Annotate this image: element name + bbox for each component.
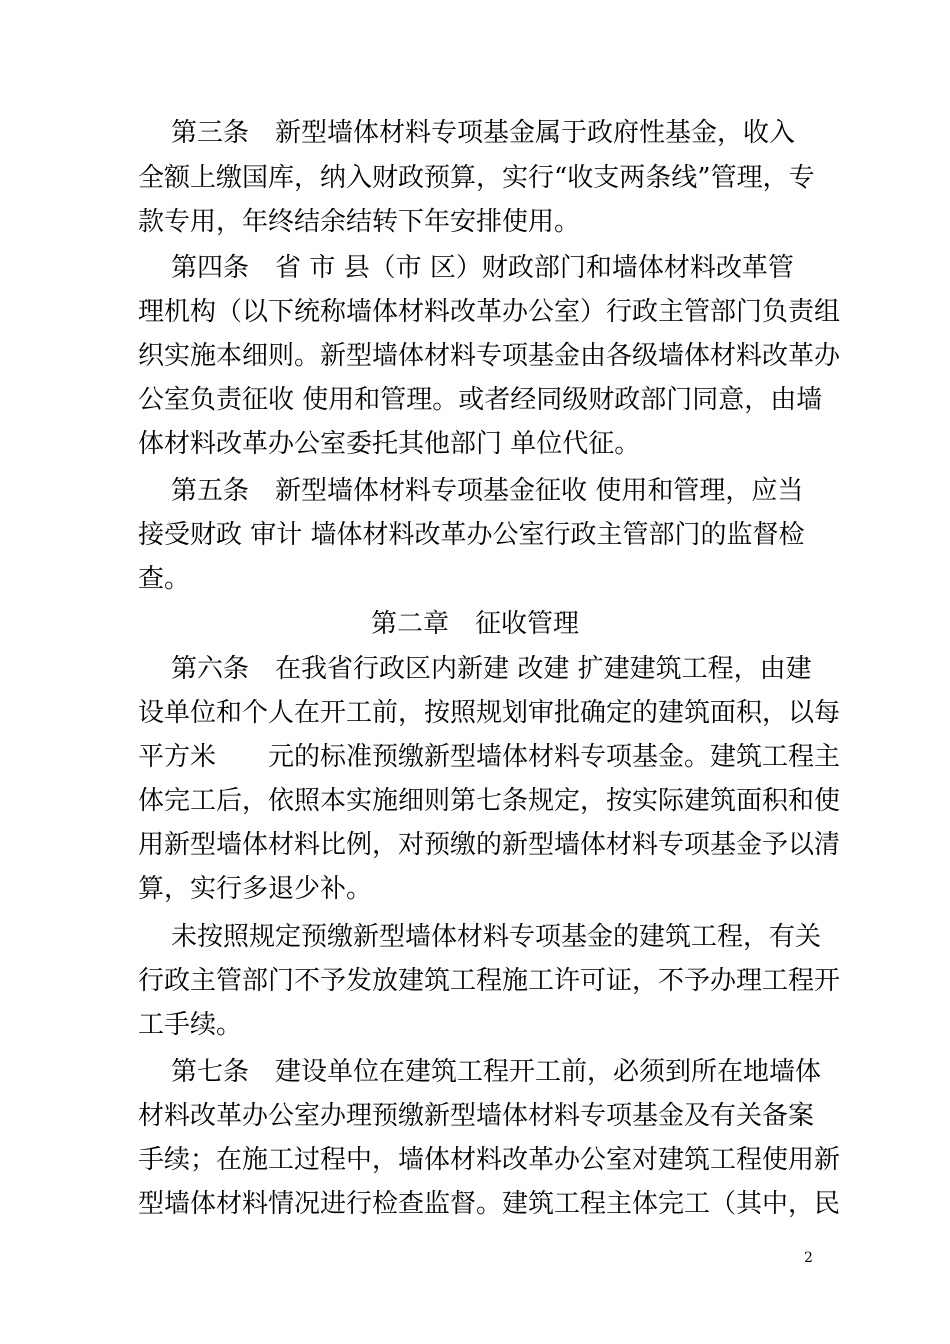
article-7-line-1: 第七条 建设单位在建筑工程开工前，必须到所在地墙体: [138, 1057, 822, 1087]
article-3-line-2: 全额上缴国库，纳入财政预算，实行“收支两条线”管理，专: [138, 163, 815, 193]
article-6-line-2: 设单位和个人在开工前，按照规划审批确定的建筑面积，以每: [138, 698, 841, 728]
article-5-line-2: 接受财政 审计 墙体材料改革办公室行政主管部门的监督检: [138, 520, 805, 550]
article-3-line-1: 第三条 新型墙体材料专项基金属于政府性基金，收入: [138, 118, 796, 148]
article-6-para-2-line-1: 未按照规定预缴新型墙体材料专项基金的建筑工程，有关: [138, 922, 822, 952]
article-5-line-1: 第五条 新型墙体材料专项基金征收 使用和管理，应当: [138, 476, 804, 506]
article-7-line-4: 型墙体材料情况进行检查监督。建筑工程主体完工（其中，民: [138, 1189, 841, 1219]
chapter-2-heading: 第二章 征收管理: [370, 609, 579, 639]
article-6-line-4: 体完工后，依照本实施细则第七条规定，按实际建筑面积和使: [138, 786, 841, 816]
article-6-line-5: 用新型墙体材料比例，对预缴的新型墙体材料专项基金予以清: [138, 830, 841, 860]
article-6-para-2-line-2: 行政主管部门不予发放建筑工程施工许可证，不予办理工程开: [138, 966, 841, 996]
article-6-line-3: 平方米 元的标准预缴新型墙体材料专项基金。建筑工程主: [138, 742, 841, 772]
article-4-line-4: 公室负责征收 使用和管理。或者经同级财政部门同意，由墙: [138, 385, 823, 415]
article-3-line-3: 款专用，年终结余结转下年安排使用。: [138, 207, 581, 237]
article-4-line-2: 理机构（以下统称墙体材料改革办公室）行政主管部门负责组: [138, 297, 841, 327]
article-7-line-2: 材料改革办公室办理预缴新型墙体材料专项基金及有关备案: [138, 1101, 815, 1131]
article-7-line-3: 手续；在施工过程中，墙体材料改革办公室对建筑工程使用新: [138, 1145, 841, 1175]
article-6-para-2-line-3: 工手续。: [138, 1010, 243, 1040]
article-5-line-3: 查。: [138, 564, 191, 594]
article-4-line-3: 织实施本细则。新型墙体材料专项基金由各级墙体材料改革办: [138, 341, 841, 371]
article-4-line-1: 第四条 省 市 县（市 区）财政部门和墙体材料改革管: [138, 253, 794, 283]
article-6-line-1: 第六条 在我省行政区内新建 改建 扩建建筑工程，由建: [138, 654, 812, 684]
article-4-line-5: 体材料改革办公室委托其他部门 单位代征。: [138, 429, 641, 459]
page-number: 2: [804, 1250, 813, 1266]
article-6-line-6: 算，实行多退少补。: [138, 874, 373, 904]
